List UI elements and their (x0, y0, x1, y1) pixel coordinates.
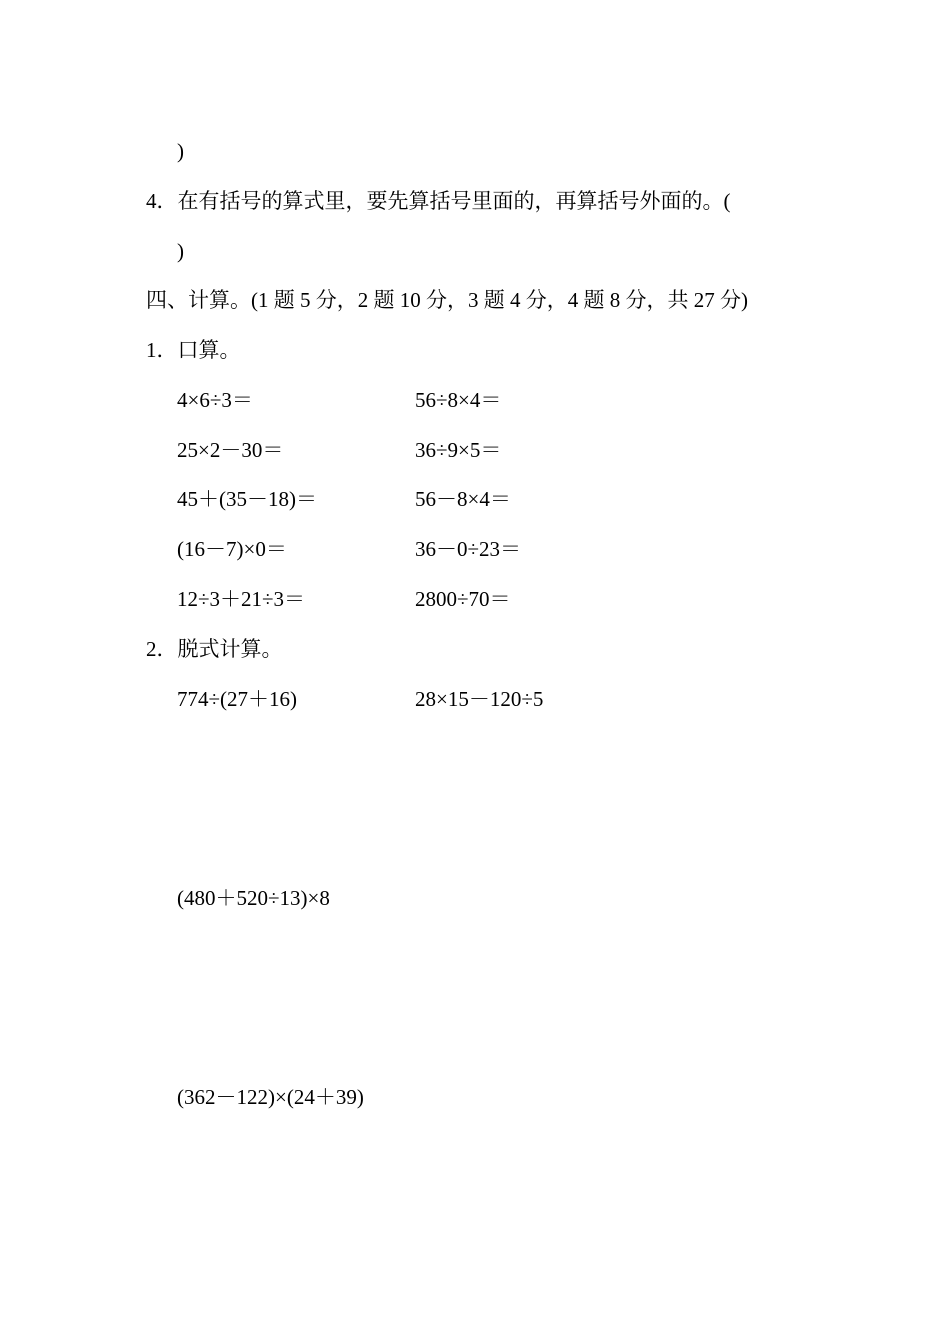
oral-calc-item: 56÷8×4＝ (415, 388, 502, 412)
step-calc-item: 774÷(27＋16) (177, 687, 298, 711)
oral-calc-item: 45＋(35－18)＝ (177, 487, 317, 511)
oral-calc-item: 12÷3＋21÷3＝ (177, 587, 306, 611)
oral-calc-item: 4×6÷3＝ (177, 388, 253, 412)
section-title: 四、计算。(1 题 5 分，2 题 10 分，3 题 4 分，4 题 8 分，共 27 分) (146, 288, 748, 312)
oral-calc-item: 2800÷70＝ (415, 587, 511, 611)
part-1-title: 1．口算。 (146, 338, 241, 362)
step-calc-item: 28×15－120÷5 (415, 687, 544, 711)
step-calc-item: (480＋520÷13)×8 (177, 886, 330, 910)
oral-calc-item: 36－0÷23＝ (415, 537, 522, 561)
answer-paren-close: ) (177, 139, 184, 163)
oral-calc-item: 25×2－30＝ (177, 438, 284, 462)
oral-calc-item: (16－7)×0＝ (177, 537, 287, 561)
part-2-title: 2．脱式计算。 (146, 637, 283, 661)
oral-calc-item: 36÷9×5＝ (415, 438, 502, 462)
oral-calc-item: 56－8×4＝ (415, 487, 511, 511)
question-4-text: 4．在有括号的算式里，要先算括号里面的，再算括号外面的。( (146, 189, 731, 213)
step-calc-item: (362－122)×(24＋39) (177, 1085, 364, 1109)
question-4-paren-close: ) (177, 239, 184, 263)
